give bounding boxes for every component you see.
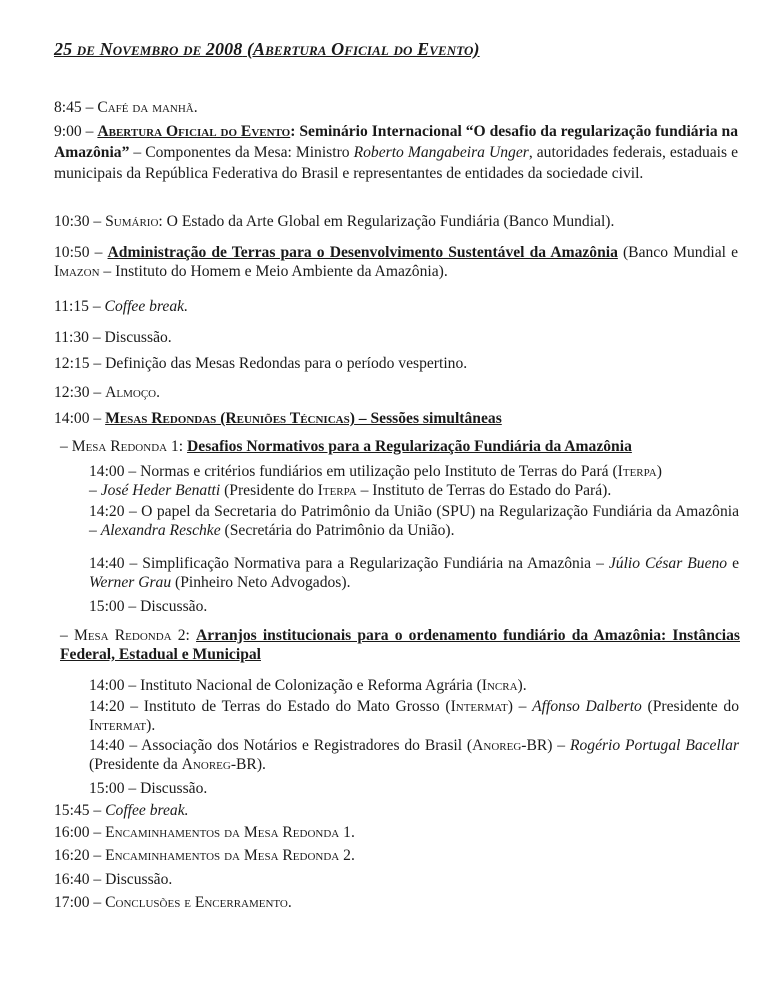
- mesa1-item: 15:00 – Discussão.: [89, 598, 208, 615]
- mesa2-item: 14:40 – Associação dos Notários e Registradores do Brasil (Anoreg-BR) – Rogério Portugal Bacellar (Presidente da Anoreg-BR).: [89, 737, 740, 773]
- title-date: 25 de Novembro de 2008: [54, 39, 243, 59]
- mesa2-item: 14:00 – Instituto Nacional de Colonização e Reforma Agrária (Incra).: [89, 677, 527, 694]
- schedule-item: 16:40 – Discussão.: [54, 871, 173, 888]
- schedule-item: 15:45 – Coffee break.: [54, 802, 189, 819]
- schedule-item: 11:30 – Discussão.: [54, 329, 172, 346]
- schedule-item: 12:30 – Almoço.: [54, 384, 161, 401]
- schedule-item: 16:20 – Encaminhamentos da Mesa Redonda 2.: [54, 847, 355, 864]
- schedule-item: 8:45 – Café da manhã.: [54, 99, 198, 116]
- mesa2-item: 15:00 – Discussão.: [89, 780, 208, 797]
- schedule-item: 10:30 – Sumário: O Estado da Arte Global em Regularização Fundiária (Banco Mundial).: [54, 213, 615, 230]
- schedule-item: 10:50 – Administração de Terras para o Desenvolvimento Sustentável da Amazônia (Banco Mundial e Imazon – Instituto do Homem e Meio Ambiente da Amazônia).: [54, 244, 738, 280]
- mesa-redonda-1-heading: – Mesa Redonda 1: Desafios Normativos para a Regularização Fundiária da Amazônia: [60, 438, 632, 455]
- page-title: [54, 40, 714, 59]
- schedule-item: 16:00 – Encaminhamentos da Mesa Redonda 1.: [54, 824, 355, 841]
- mesa2-item: 14:20 – Instituto de Terras do Estado do Mato Grosso (Intermat) – Affonso Dalberto (Presidente do Intermat).: [89, 698, 740, 734]
- mesa1-item: 14:20 – O papel da Secretaria do Patrimônio da União (SPU) na Regularização Fundiária da Amazônia – Alexandra Reschke (Secretária do Patrimônio da União).: [89, 503, 739, 539]
- schedule-item: 11:15 – Coffee break.: [54, 298, 188, 315]
- schedule-item-opening: 9:00 – Abertura Oficial do Evento: Seminário Internacional “O desafio da regularização fundiária na Amazônia” – Componentes da Mesa: Ministro Roberto Mangabeira Unger, autoridades federais, estaduais e municipais da República Federativa do Brasil e representantes de entidades da sociedade civil.: [54, 123, 739, 182]
- mesa1-item: 14:00 – Normas e critérios fundiários em utilização pelo Instituto de Terras do Pará (Iterpa) – José Heder Benatti (Presidente do Iterpa – Instituto de Terras do Estado do Pará).: [89, 463, 662, 499]
- schedule-item: 14:00 – Mesas Redondas (Reuniões Técnicas) – Sessões simultâneas: [54, 410, 502, 427]
- schedule-item: 12:15 – Definição das Mesas Redondas para o período vespertino.: [54, 355, 468, 372]
- mesa-redonda-2-heading: – Mesa Redonda 2: Arranjos institucionais para o ordenamento fundiário da Amazônia: Instâncias Federal, Estadual e Municipal: [60, 627, 740, 663]
- mesa1-item: 14:40 – Simplificação Normativa para a Regularização Fundiária na Amazônia – Júlio César Bueno e Werner Grau (Pinheiro Neto Advogados).: [89, 555, 740, 591]
- schedule-item: 17:00 – Conclusões e Encerramento.: [54, 894, 292, 911]
- title-event: (Abertura Oficial do Evento): [246, 39, 480, 59]
